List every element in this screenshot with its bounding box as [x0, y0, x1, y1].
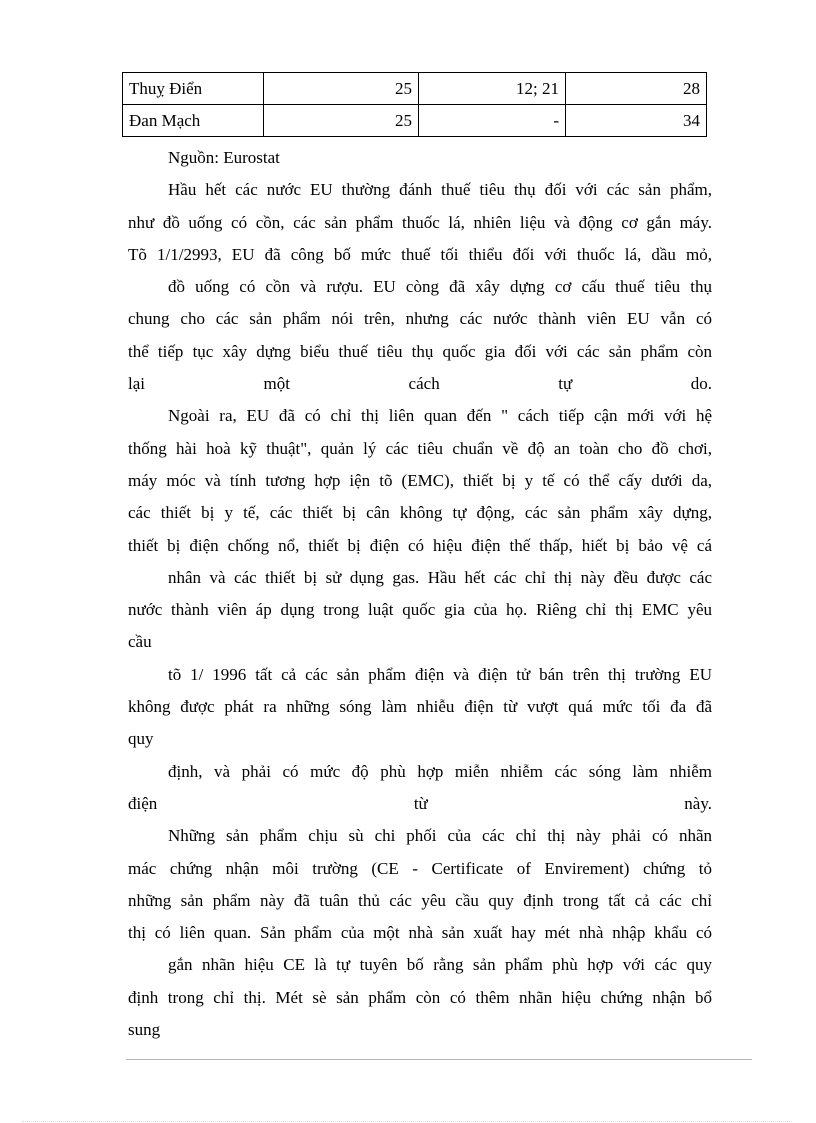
table-cell-value: 25: [264, 73, 419, 105]
source-line: Nguồn: Eurostat: [168, 148, 280, 167]
text-line: đồ uống có cồn và rượu. EU còng đã xây dựng cơ cấu thuế tiêu thụ: [168, 277, 712, 297]
text-line: sung: [128, 1020, 161, 1040]
table-cell-value: 12; 21: [419, 73, 566, 105]
text-line: thống hài hoà kỹ thuật", quản lý các tiêu chuẩn về độ an toàn cho đồ chơi,: [128, 438, 712, 458]
table-cell-country: Thuỵ Điển: [123, 73, 264, 105]
text-line: Ngoài ra, EU đã có chỉ thị liên quan đến " cách tiếp cận mới với hệ: [168, 406, 712, 426]
text-line: máy móc và tính tương hợp iện tõ (EMC), thiết bị y tế có thể cấy dưới da,: [128, 470, 712, 490]
page-bottom-border: [22, 1121, 792, 1122]
table-cell-value: -: [419, 105, 566, 137]
text-line: thiết bị điện chống nổ, thiết bị điện có hiệu điện thế thấp, hiết bị bảo vệ cá: [128, 535, 712, 555]
text-line: không được phát ra những sóng làm nhiễu điện từ vượt quá mức tối đa đã: [128, 697, 712, 717]
table-cell-value: 34: [566, 105, 707, 137]
text-line: Hầu hết các nước EU thường đánh thuế tiêu thụ đối với các sản phẩm,: [168, 180, 712, 200]
text-line: thể tiếp tục xây dựng biểu thuế tiêu thụ quốc gia đối với các sản phẩm còn: [128, 341, 712, 361]
table-cell-value: 28: [566, 73, 707, 105]
text-line: nhân và các thiết bị sử dụng gas. Hầu hết các chỉ thị này đều được các: [168, 567, 712, 587]
text-line: như đồ uống có cồn, các sản phẩm thuốc lá, nhiên liệu và động cơ gắn máy.: [128, 212, 712, 232]
text-line: định trong chỉ thị. Mét sè sản phẩm còn có thêm nhãn hiệu chứng nhận bổ: [128, 987, 712, 1007]
text-line: chung cho các sản phẩm nói trên, nhưng các nước thành viên EU vẫn có: [128, 309, 712, 329]
text-line: cầu: [128, 632, 152, 652]
table-row: [123, 73, 707, 105]
table-cell-country: Đan Mạch: [123, 105, 264, 137]
text-line: những sản phẩm này đã tuân thủ các yêu cầu quy định trong tất cả các chỉ: [128, 890, 712, 910]
table-cell-value: 25: [264, 105, 419, 137]
text-line: nước thành viên áp dụng trong luật quốc gia của họ. Riêng chỉ thị EMC yêu: [128, 600, 712, 620]
text-line: lại một cách tự do.: [128, 374, 712, 394]
tax-rate-table: [122, 72, 707, 137]
text-line: các thiết bị y tế, các thiết bị cân không tự động, các sản phẩm xây dựng,: [128, 503, 712, 523]
text-line: điện từ này.: [128, 793, 712, 813]
footer-divider: [126, 1059, 752, 1060]
body-text: [128, 142, 712, 1046]
text-line: Tõ 1/1/2993, EU đã công bố mức thuế tối thiểu đối với thuốc lá, dầu mỏ,: [128, 244, 712, 264]
text-line: gắn nhãn hiệu CE là tự tuyên bố rằng sản phẩm phù hợp với các quy: [168, 955, 712, 975]
text-line: tõ 1/ 1996 tất cả các sản phẩm điện và điện tử bán trên thị trường EU: [168, 664, 712, 684]
text-line: thị có liên quan. Sản phẩm của một nhà sản xuất hay mét nhà nhập khẩu có: [128, 923, 712, 943]
table-row: [123, 105, 707, 137]
text-line: Những sản phẩm chịu sù chi phối của các chỉ thị này phải có nhãn: [168, 826, 712, 846]
text-line: quy: [128, 729, 154, 749]
text-line: mác chứng nhận môi trường (CE - Certificate of Envirement) chứng tỏ: [128, 858, 712, 878]
text-line: định, và phải có mức độ phù hợp miễn nhiễm các sóng làm nhiễm: [168, 761, 712, 781]
